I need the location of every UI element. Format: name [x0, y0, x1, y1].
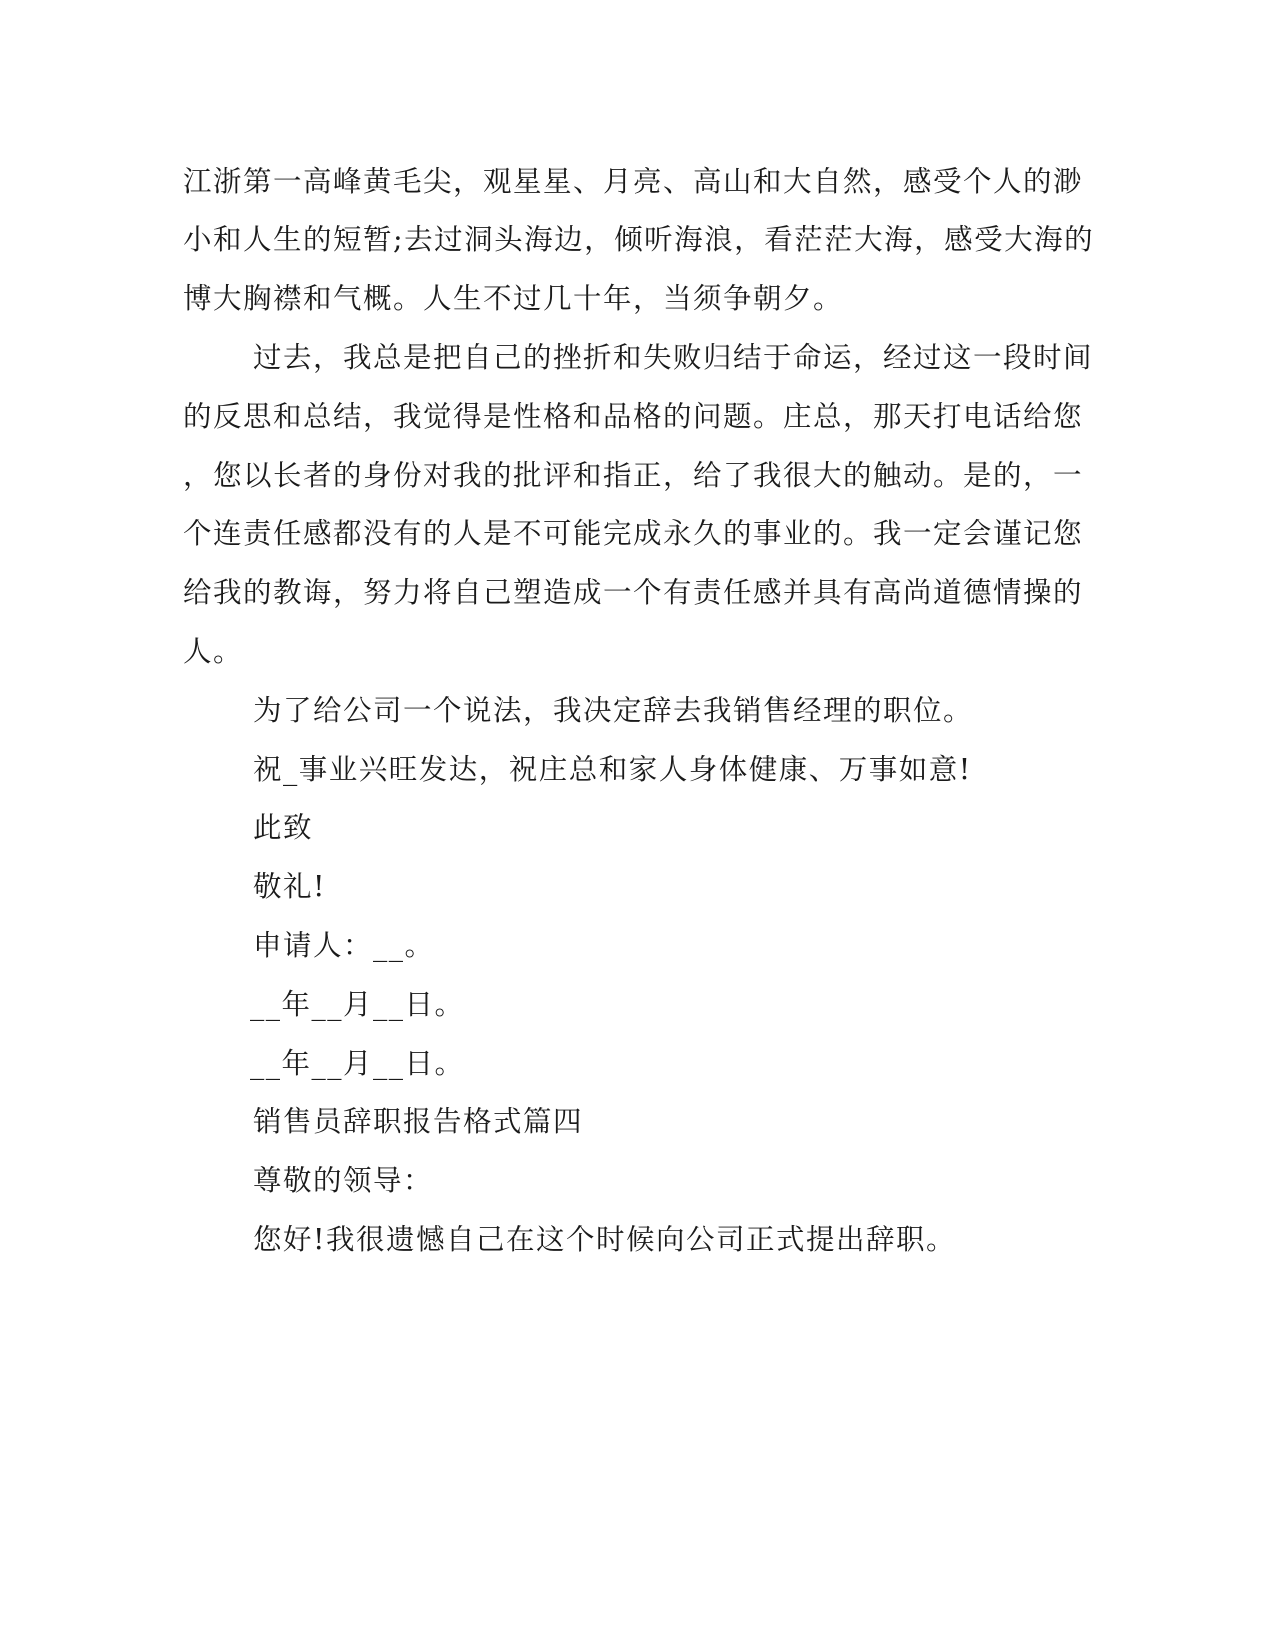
paragraph-line: 的反思和总结，我觉得是性格和品格的问题。庄总，那天打电话给您	[183, 400, 1084, 433]
paragraph-line: 江浙第一高峰黄毛尖，观星星、月亮、高山和大自然，感受个人的渺	[183, 165, 1084, 198]
date-line: __年__月__日。	[250, 988, 465, 1021]
paragraph-line: ，您以长者的身份对我的批评和指正，给了我很大的触动。是的，一	[183, 459, 1084, 492]
paragraph-line: 过去，我总是把自己的挫折和失败归结于命运，经过这一段时间	[253, 341, 1094, 374]
section-heading: 销售员辞职报告格式篇四	[253, 1105, 584, 1138]
paragraph-line: 人。	[183, 635, 244, 668]
paragraph-line: 博大胸襟和气概。人生不过几十年，当须争朝夕。	[183, 282, 844, 315]
paragraph-line: 小和人生的短暂;去过洞头海边，倾听海浪，看茫茫大海，感受大海的	[183, 223, 1095, 256]
paragraph-line: 给我的教诲，努力将自己塑造成一个有责任感并具有高尚道德情操的	[183, 576, 1084, 609]
date-line: __年__月__日。	[250, 1047, 465, 1080]
salutation-line: 此致	[253, 811, 314, 844]
paragraph-line: 为了给公司一个说法，我决定辞去我销售经理的职位。	[253, 694, 974, 727]
salutation-line: 敬礼!	[253, 870, 326, 903]
closing-wish: 祝_事业兴旺发达，祝庄总和家人身体健康、万事如意!	[253, 753, 972, 786]
greeting-line: 尊敬的领导：	[253, 1164, 434, 1197]
paragraph-line: 个连责任感都没有的人是不可能完成永久的事业的。我一定会谨记您	[183, 517, 1084, 550]
applicant-line: 申请人：__。	[253, 929, 435, 962]
paragraph-line: 您好!我很遗憾自己在这个时候向公司正式提出辞职。	[253, 1223, 956, 1256]
